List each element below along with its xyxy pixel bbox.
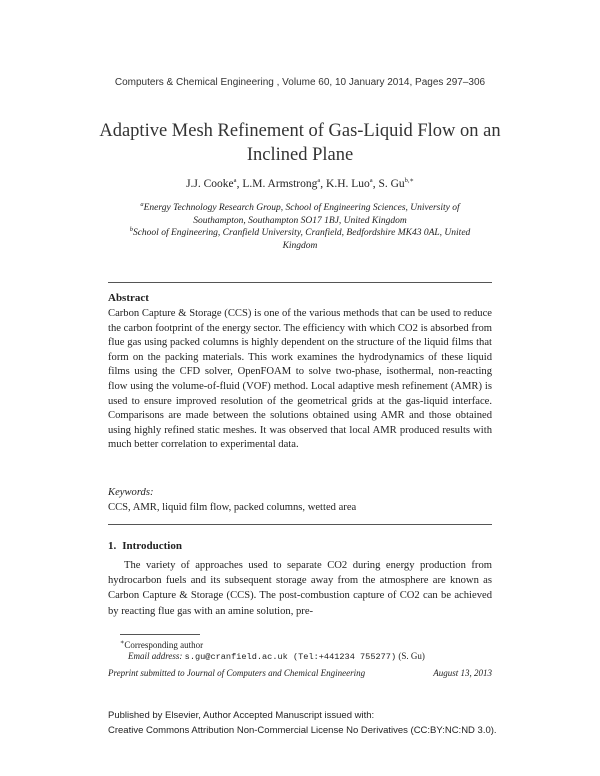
affiliation-line: Kingdom <box>282 240 318 251</box>
author-mark: a <box>233 177 237 184</box>
email-label: Email address: <box>128 651 183 661</box>
journal-citation: Computers & Chemical Engineering , Volume 60, 10 January 2014, Pages 297–306 <box>114 77 486 88</box>
abstract-bottom-rule <box>108 524 492 525</box>
abstract-text: Carbon Capture & Storage (CCS) is one of the various methods that can be used to reduce the carbon footprint of the energy sector. The efficiency with which CO2 is absorbed from flue gas using packed columns is highly dependent on the structure of the liquid films that form on the packing materials. This work examines the hydrodynamics of these liquid films using the CFD solver, OpenFOAM to solve two-phase, isothermal, non-reacting flow using the volume-of-fluid (VOF) method. Local adaptive mesh refinement (AMR) is used to ensure improved resolution of the geometrical grids at the gas-liquid interface. Comparisons are made between the solutions obtained using AMR and those obtained using highly refined static meshes. It was observed that local AMR produced results with much better correlation to experimental data. <box>108 308 492 451</box>
affiliation-b <box>108 224 492 252</box>
affiliation-mark: b <box>129 226 133 233</box>
section-heading-introduction <box>108 540 182 552</box>
footnote-mark: ∗ <box>120 639 125 646</box>
abstract-top-rule <box>108 282 492 283</box>
author-name: S. Gu <box>378 177 405 190</box>
title-line-1: Adaptive Mesh Refinement of Gas-Liquid Flow on an <box>99 121 501 141</box>
affiliation-line: Energy Technology Research Group, School of Engineering Sciences, University of <box>143 203 460 214</box>
author-name: J.J. Cooke <box>186 177 234 190</box>
author-mark: a <box>369 177 373 184</box>
affiliation-line: School of Engineering, Cranfield University, Cranfield, Bedfordshire MK43 0AL, United <box>132 228 471 239</box>
publisher-note-line: Creative Commons Attribution Non-Commercial License No Derivatives (CC:BY:NC:ND 3.0). <box>108 725 497 736</box>
publisher-note-line: Published by Elsevier, Author Accepted Manuscript issued with: <box>108 710 375 721</box>
email-address[interactable]: s.gu@cranfield.ac.uk (Tel:+441234 755277) <box>184 652 397 662</box>
title-line-2: Inclined Plane <box>246 145 354 165</box>
preprint-journal: Preprint submitted to Journal of Computers and Chemical Engineering <box>108 668 366 678</box>
keywords-text: CCS, AMR, liquid film flow, packed columns, wetted area <box>108 502 357 513</box>
author-name: K.H. Luo <box>326 177 370 190</box>
author-mark: a <box>317 177 321 184</box>
affiliation-a <box>108 199 492 227</box>
author-list: J.J. Cooke$^a$, L.M. Armstrong$^a$, K.H. Luo$^a$, S. $Gu^{b,∗}$ <box>186 177 414 190</box>
footnote-email <box>128 650 508 664</box>
paper-title <box>60 119 540 167</box>
abstract-heading: Abstract <box>108 292 149 304</box>
preprint-date: August 13, 2013 <box>433 668 492 678</box>
keywords-label: Keywords: <box>108 487 154 498</box>
email-suffix: (S. Gu) <box>398 651 425 661</box>
footnote-rule <box>120 634 200 635</box>
affiliation-mark: a <box>140 201 144 208</box>
introduction-text: The variety of approaches used to separate CO2 during energy production from hydrocarbon fuels and its subsequent storage away from the atmosphere are known as Carbon Capture & Storage (CCS). The post-combustion capture of CO2 can be achieved by reacting flue gas with an amine solution, pre- <box>108 560 492 617</box>
section-title: Introduction <box>122 540 182 552</box>
affiliation-line: Southampton, Southampton SO17 1BJ, United Kingdom <box>193 215 407 226</box>
corresponding-author-label: Corresponding author <box>124 640 204 650</box>
preprint-line <box>108 668 492 678</box>
author-name: L.M. Armstrong <box>242 177 318 190</box>
publisher-note <box>108 708 528 738</box>
author-mark: b,∗ <box>404 177 414 184</box>
section-number: 1. <box>108 540 117 552</box>
